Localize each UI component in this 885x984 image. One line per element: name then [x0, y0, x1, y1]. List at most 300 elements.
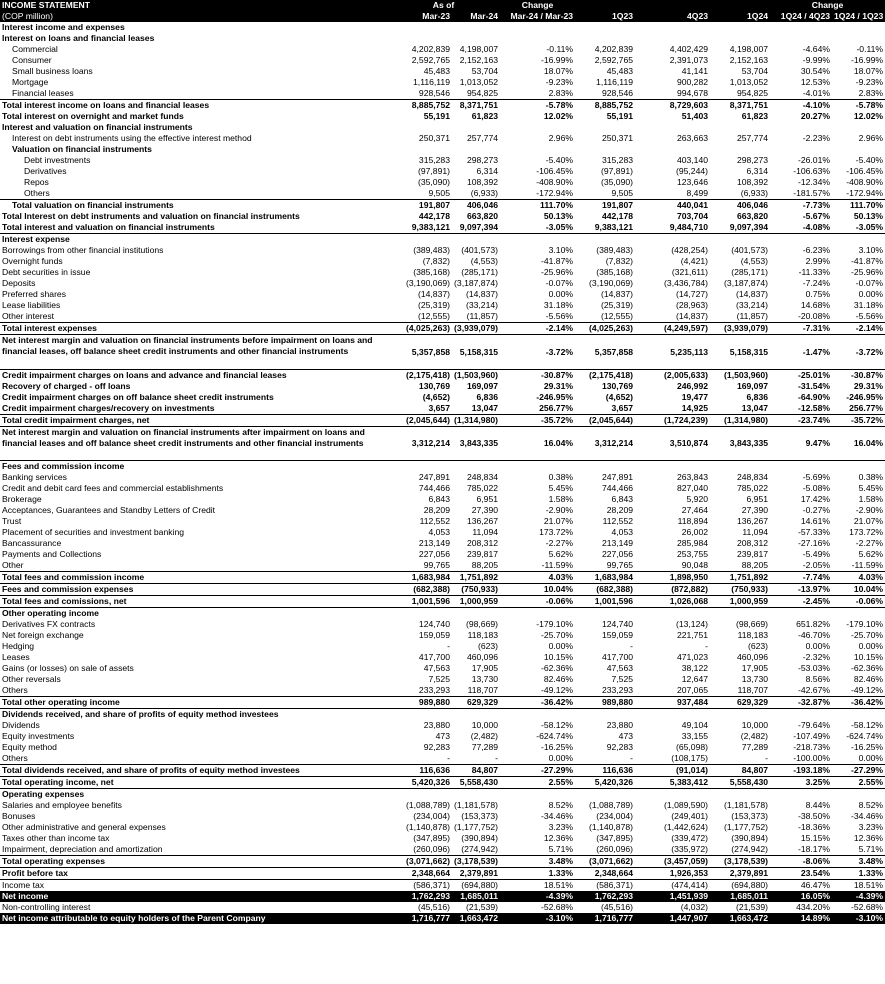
cell-value: 1.33% — [500, 868, 575, 880]
row-label: Preferred shares — [2, 289, 67, 300]
cell-value: 442,178 — [418, 211, 450, 222]
cell-value: 3.23% — [548, 822, 574, 833]
cell-value: -2.27% — [545, 538, 574, 549]
cell-value: (274,942) — [461, 844, 499, 855]
row-label: Interest on debt instruments using the effective interest method — [12, 133, 252, 144]
cell-value: 5,558,430 — [452, 777, 500, 789]
cell-value: (389,483) — [413, 245, 450, 256]
cell-value: 16.04% — [500, 426, 575, 461]
cell-value: 3,657 — [428, 402, 450, 413]
cell-value: 0.75% — [805, 289, 831, 300]
cell-value — [500, 608, 575, 620]
cell-value: 118,894 — [677, 516, 709, 527]
cell-value: 9,505 — [611, 188, 634, 199]
table-row — [0, 335, 885, 370]
cell-value: -408.90% — [536, 177, 574, 188]
cell-value: 406,046 — [710, 200, 770, 212]
cell-value: -624.74% — [846, 731, 884, 742]
table-row — [0, 22, 885, 33]
cell-value: (33,214) — [466, 300, 499, 311]
cell-value: 8,885,752 — [387, 100, 452, 112]
cell-value: 111.70% — [832, 200, 885, 212]
cell-value: (623) — [477, 641, 499, 652]
cell-value: (1,314,980) — [452, 414, 500, 426]
cell-value: (1,503,960) — [710, 369, 770, 381]
cell-value: (7,832) — [422, 256, 450, 267]
row-label: Acceptances, Guarantees and Standby Letters of Credit — [2, 505, 216, 516]
cell-value — [770, 144, 832, 155]
cell-value: 23,880 — [606, 720, 634, 731]
row-label: Fees and commission income — [0, 461, 387, 473]
column-header: 1Q24 / 1Q23 — [834, 11, 884, 22]
table-row — [0, 833, 885, 844]
cell-value: 246,992 — [676, 380, 709, 391]
cell-value: 84,807 — [452, 765, 500, 777]
cell-value: 744,466 — [601, 483, 634, 494]
cell-value: 12,647 — [681, 674, 709, 685]
table-row — [0, 800, 885, 811]
cell-value: 6,843 — [611, 494, 634, 505]
table-row — [0, 414, 885, 426]
cell-value: 47,563 — [606, 663, 634, 674]
table-row — [0, 55, 885, 66]
cell-value: 88,205 — [471, 560, 499, 571]
row-label: Debt investments — [24, 155, 91, 166]
cell-value: (2,175,418) — [575, 369, 635, 381]
cell-value: 937,484 — [635, 697, 710, 709]
cell-value: 1.33% — [832, 868, 885, 880]
cell-value: 118,183 — [737, 630, 769, 641]
row-label: Dividends — [2, 720, 40, 731]
cell-value: (21,539) — [736, 902, 769, 913]
cell-value: 2.83% — [548, 88, 574, 99]
cell-value: (4,032) — [680, 902, 709, 913]
cell-value: (3,190,069) — [589, 278, 634, 289]
cell-value: 250,371 — [601, 133, 634, 144]
cell-value — [452, 709, 500, 721]
cell-value: 3.48% — [500, 856, 575, 868]
cell-value: 49,104 — [681, 720, 709, 731]
row-label: Equity investments — [2, 731, 75, 742]
cell-value: -0.06% — [500, 596, 575, 608]
cell-value: (28,963) — [676, 300, 709, 311]
cell-value: -2.14% — [832, 323, 885, 335]
cell-value: -11.59% — [851, 560, 884, 571]
cell-value: 994,678 — [676, 88, 709, 99]
row-label: Total interest expenses — [0, 323, 387, 335]
row-label: Operating expenses — [0, 789, 387, 801]
cell-value: (4,652) — [422, 391, 450, 402]
cell-value: -0.07% — [855, 278, 884, 289]
cell-value: 440,041 — [635, 200, 710, 212]
row-label: Other administrative and general expenses — [2, 822, 166, 833]
table-row — [0, 381, 885, 392]
row-label: Salaries and employee benefits — [2, 800, 122, 811]
row-label: Leases — [2, 652, 30, 663]
cell-value: -624.74% — [536, 731, 574, 742]
table-row — [0, 188, 885, 200]
cell-value: 1,001,596 — [387, 596, 452, 608]
row-label: Total Interest on debt instruments and valuation on financial instruments — [2, 211, 300, 222]
cell-value: -16.25% — [851, 742, 884, 753]
cell-value — [770, 789, 832, 801]
cell-value: (3,187,874) — [454, 278, 499, 289]
cell-value: 5,158,315 — [710, 335, 770, 370]
cell-value — [387, 234, 452, 246]
cell-value: (401,573) — [461, 245, 499, 256]
cell-value: 239,817 — [736, 549, 769, 560]
table-row — [0, 811, 885, 822]
row-label: Net income — [0, 891, 387, 902]
cell-value: 10.04% — [832, 584, 885, 596]
cell-value: (872,882) — [635, 584, 710, 596]
cell-value: -16.25% — [541, 742, 574, 753]
cell-value: -3.10% — [832, 913, 885, 924]
cell-value: 2.96% — [858, 133, 884, 144]
cell-value — [832, 234, 885, 246]
cell-value: 233,293 — [418, 685, 450, 696]
cell-value: 403,140 — [676, 155, 709, 166]
cell-value: 6,951 — [476, 494, 499, 505]
cell-value: -35.72% — [500, 414, 575, 426]
cell-value: 1,663,472 — [710, 913, 770, 924]
table-row — [0, 709, 885, 721]
cell-value: 2,379,891 — [710, 868, 770, 880]
cell-value: 0.00% — [548, 641, 574, 652]
cell-value: 9,097,394 — [459, 222, 499, 233]
table-row — [0, 289, 885, 300]
cell-value: 169,097 — [736, 380, 769, 391]
cell-value: 6,843 — [428, 494, 450, 505]
table-row — [0, 44, 885, 55]
cell-value: 0.00% — [858, 289, 884, 300]
cell-value: -13.97% — [770, 584, 832, 596]
row-label: Other operating income — [0, 608, 387, 620]
cell-value: 9,484,710 — [669, 222, 709, 233]
cell-value: 1,000,959 — [452, 596, 500, 608]
cell-value: 2.83% — [858, 88, 884, 99]
header-row-2 — [0, 11, 885, 22]
row-label: Dividends received, and share of profits of equity method investees — [0, 709, 387, 721]
cell-value — [452, 461, 500, 473]
cell-value: 82.46% — [543, 674, 574, 685]
cell-value — [635, 234, 710, 246]
row-label: Payments and Collections — [2, 549, 102, 560]
row-label: Total other operating income — [0, 697, 387, 709]
table-row — [0, 652, 885, 663]
cell-value: 5,420,326 — [575, 777, 635, 789]
cell-value: -4.10% — [770, 100, 832, 112]
cell-value: -35.72% — [832, 414, 885, 426]
table-row — [0, 596, 885, 608]
cell-value: 18.51% — [832, 880, 885, 892]
row-label: Equity method — [2, 742, 57, 753]
cell-value: 0.00% — [805, 641, 831, 652]
cell-value: 253,755 — [676, 549, 709, 560]
cell-value: 3.48% — [832, 856, 885, 868]
table-row — [0, 619, 885, 630]
cell-value: -52.68% — [541, 902, 574, 913]
cell-value: 285,984 — [676, 538, 709, 549]
cell-value: 221,751 — [676, 630, 709, 641]
cell-value: -2.05% — [802, 560, 831, 571]
cell-value: 108,392 — [736, 177, 769, 188]
cell-value: (2,005,633) — [635, 369, 710, 381]
cell-value: 30.54% — [800, 66, 831, 77]
cell-value: -5.40% — [545, 155, 574, 166]
cell-value: 263,663 — [676, 133, 709, 144]
cell-value: (153,373) — [731, 811, 769, 822]
cell-value: 23,880 — [423, 720, 450, 731]
cell-value: -36.42% — [832, 697, 885, 709]
table-row — [0, 527, 885, 538]
cell-value: 4,202,839 — [594, 44, 634, 55]
cell-value: 13,047 — [471, 402, 499, 413]
cell-value: - — [630, 641, 634, 652]
cell-value: (390,894) — [731, 833, 769, 844]
cell-value: (1,314,980) — [710, 414, 770, 426]
cell-value — [710, 234, 770, 246]
change-label-quarterly: Change — [770, 0, 885, 11]
cell-value: 473 — [618, 731, 634, 742]
cell-value: -62.36% — [851, 663, 884, 674]
cell-value: 0.00% — [548, 289, 574, 300]
cell-value: 13,730 — [741, 674, 769, 685]
cell-value: 1,926,353 — [635, 868, 710, 880]
cell-value: -0.11% — [546, 44, 574, 55]
cell-value: (234,004) — [596, 811, 634, 822]
cell-value: (750,933) — [452, 584, 500, 596]
cell-value: -179.10% — [846, 619, 884, 630]
cell-value — [710, 22, 770, 33]
cell-value: -0.06% — [832, 596, 885, 608]
row-label: Gains (or losses) on sale of assets — [2, 663, 134, 674]
cell-value: -218.73% — [793, 742, 831, 753]
table-row — [0, 369, 885, 381]
table-row — [0, 311, 885, 323]
table-row — [0, 844, 885, 856]
cell-value: -2.90% — [545, 505, 574, 516]
cell-value: (682,388) — [575, 584, 635, 596]
cell-value — [635, 789, 710, 801]
cell-value: 1,762,293 — [575, 891, 635, 902]
cell-value: - — [630, 753, 634, 764]
cell-value: -9.23% — [545, 77, 574, 88]
cell-value: 159,059 — [601, 630, 634, 641]
cell-value: 250,371 — [418, 133, 450, 144]
row-label: Debt securities in issue — [2, 267, 91, 278]
cell-value: (428,254) — [671, 245, 709, 256]
cell-value — [832, 709, 885, 721]
cell-value — [832, 22, 885, 33]
cell-value: (1,503,960) — [452, 369, 500, 381]
cell-value: 1,683,984 — [387, 572, 452, 584]
cell-value: (1,140,878) — [589, 822, 634, 833]
cell-value: 3,312,214 — [575, 426, 635, 461]
cell-value: -3.72% — [500, 335, 575, 370]
table-row — [0, 584, 885, 596]
header-row-1 — [0, 0, 885, 11]
table-row — [0, 538, 885, 549]
cell-value: 19,477 — [681, 391, 709, 402]
cell-value: -6.23% — [802, 245, 831, 256]
cell-value: 3.25% — [770, 777, 832, 789]
cell-value: 2,348,664 — [575, 868, 635, 880]
row-label: Fees and commission expenses — [0, 584, 387, 596]
row-label: Others — [24, 188, 50, 199]
cell-value: 17,905 — [471, 663, 499, 674]
row-label: Total fees and comissions, net — [0, 596, 387, 608]
table-row — [0, 100, 885, 112]
cell-value: 10,000 — [471, 720, 499, 731]
cell-value: -5.40% — [855, 155, 884, 166]
cell-value — [500, 234, 575, 246]
cell-value: 26,002 — [681, 527, 709, 538]
cell-value: 8,729,603 — [635, 100, 710, 112]
cell-value — [635, 144, 710, 155]
cell-value: 417,700 — [601, 652, 634, 663]
cell-value: -5.69% — [802, 472, 831, 483]
cell-value: -27.16% — [798, 538, 831, 549]
cell-value: -46.70% — [798, 630, 831, 641]
cell-value: 27,464 — [681, 505, 709, 516]
cell-value: -30.87% — [832, 369, 885, 381]
cell-value: (2,482) — [470, 731, 499, 742]
cell-value: 1,013,052 — [459, 77, 499, 88]
table-row — [0, 245, 885, 256]
cell-value: 31.18% — [853, 300, 884, 311]
cell-value: 1.58% — [858, 494, 884, 505]
table-row — [0, 77, 885, 88]
cell-value: -27.29% — [500, 765, 575, 777]
cell-value: (14,837) — [601, 289, 634, 300]
cell-value: 5,920 — [686, 494, 709, 505]
cell-value: 159,059 — [418, 630, 450, 641]
row-label: Mortgage — [12, 77, 49, 88]
row-label: Income tax — [0, 880, 387, 892]
table-row — [0, 663, 885, 674]
cell-value: -5.78% — [500, 100, 575, 112]
cell-value: 900,282 — [676, 77, 709, 88]
cell-value: (4,025,263) — [387, 323, 452, 335]
cell-value: 9,383,121 — [411, 222, 450, 233]
cell-value: -107.49% — [793, 731, 831, 742]
cell-value: 8,371,751 — [710, 100, 770, 112]
cell-value: -4.39% — [500, 891, 575, 902]
cell-value: (1,442,624) — [664, 822, 709, 833]
cell-value: 247,891 — [601, 472, 634, 483]
cell-value — [832, 461, 885, 473]
cell-value — [832, 33, 885, 44]
cell-value: (4,421) — [680, 256, 709, 267]
cell-value — [575, 709, 635, 721]
cell-value: -58.12% — [541, 720, 574, 731]
cell-value: 3.10% — [548, 245, 574, 256]
cell-value: -58.12% — [851, 720, 884, 731]
cell-value — [500, 709, 575, 721]
cell-value: 442,178 — [601, 211, 634, 222]
cell-value: -16.99% — [851, 55, 884, 66]
cell-value: (385,168) — [596, 267, 634, 278]
cell-value — [452, 789, 500, 801]
cell-value: (1,088,789) — [406, 800, 450, 811]
cell-value: 5,558,430 — [710, 777, 770, 789]
table-row — [0, 608, 885, 620]
cell-value: (2,045,644) — [575, 414, 635, 426]
cell-value: (98,669) — [736, 619, 769, 630]
cell-value: 213,149 — [601, 538, 634, 549]
statement-title: INCOME STATEMENT — [0, 0, 387, 11]
cell-value: 41,141 — [681, 66, 709, 77]
cell-value: 3.10% — [858, 245, 884, 256]
row-label: Borrowings from other financial institutions — [2, 245, 164, 256]
cell-value: (1,177,752) — [454, 822, 499, 833]
cell-value: -181.57% — [793, 188, 831, 199]
cell-value: -8.06% — [770, 856, 832, 868]
cell-value: 14.89% — [770, 913, 832, 924]
cell-value: -41.87% — [851, 256, 884, 267]
cell-value: 5.62% — [548, 549, 574, 560]
row-label: Commercial — [12, 44, 58, 55]
cell-value: -5.56% — [545, 311, 574, 322]
table-row — [0, 720, 885, 731]
cell-value: 1,751,892 — [710, 572, 770, 584]
column-header: 1Q24 — [710, 11, 770, 22]
table-row — [0, 155, 885, 166]
cell-value: 629,329 — [452, 697, 500, 709]
row-label: Interest expense — [0, 234, 387, 246]
cell-value: 18.07% — [543, 66, 574, 77]
cell-value: 207,065 — [676, 685, 709, 696]
cell-value: (108,175) — [671, 753, 709, 764]
cell-value: 928,546 — [601, 88, 634, 99]
cell-value: (586,371) — [575, 880, 635, 892]
cell-value: (694,880) — [710, 880, 770, 892]
cell-value: 15.15% — [800, 833, 831, 844]
cell-value: 248,834 — [736, 472, 769, 483]
cell-value: 191,807 — [387, 200, 452, 212]
cell-value: (1,181,578) — [724, 800, 769, 811]
cell-value: (3,187,874) — [724, 278, 769, 289]
cell-value: (750,933) — [710, 584, 770, 596]
cell-value: 248,834 — [466, 472, 499, 483]
column-header: 4Q23 — [635, 11, 710, 22]
cell-value: (4,553) — [740, 256, 769, 267]
row-label: Interest income and expenses — [2, 22, 125, 33]
cell-value: 16.05% — [770, 891, 832, 902]
cell-value: (6,933) — [470, 188, 499, 199]
cell-value: 6,314 — [476, 166, 499, 177]
row-label: Credit and debit card fees and commercial establishments — [2, 483, 224, 494]
cell-value: -2.27% — [855, 538, 884, 549]
cell-value: -62.36% — [541, 663, 574, 674]
table-row — [0, 505, 885, 516]
cell-value: (2,482) — [740, 731, 769, 742]
cell-value: (4,553) — [470, 256, 499, 267]
cell-value: 1,451,939 — [635, 891, 710, 902]
cell-value — [770, 22, 832, 33]
cell-value: 247,891 — [418, 472, 450, 483]
cell-value — [832, 789, 885, 801]
table-row — [0, 516, 885, 527]
table-row — [0, 880, 885, 892]
cell-value: 116,636 — [575, 765, 635, 777]
cell-value: 460,096 — [736, 652, 769, 663]
cell-value: -49.12% — [541, 685, 574, 696]
cell-value: 298,273 — [736, 155, 769, 166]
units-label: (COP million) — [0, 11, 387, 22]
cell-value: -49.12% — [851, 685, 884, 696]
